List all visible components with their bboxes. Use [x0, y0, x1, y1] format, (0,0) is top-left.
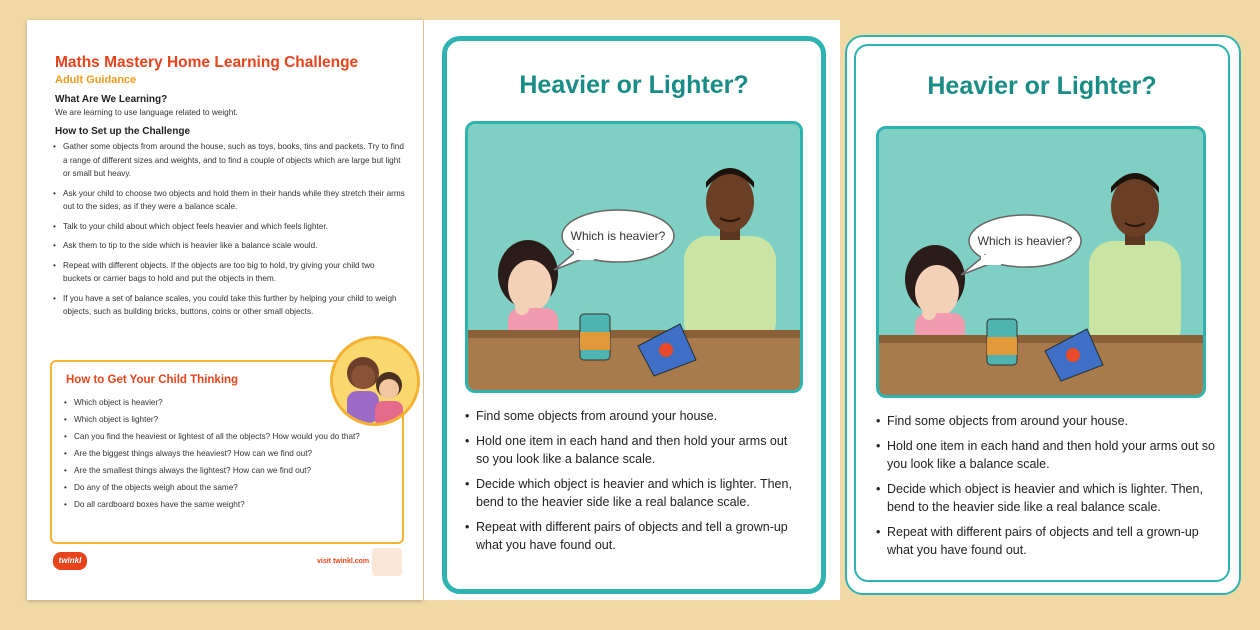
instruction-list [876, 412, 1216, 566]
setup-list [53, 140, 405, 325]
activity-card-1 [424, 20, 840, 600]
speech-text: Which is heavier? [977, 234, 1073, 248]
list-item: • Do any of the objects weigh about the same? [64, 481, 394, 494]
scene-illustration [876, 126, 1206, 398]
footer-url[interactable]: visit twinkl.com [317, 558, 370, 565]
list-item: • Hold one item in each hand and then hold your arms out so you look like a balance scale. [876, 437, 1216, 474]
speech-text: Which is heavier? [570, 229, 666, 243]
badge-icon [372, 548, 402, 576]
list-item: • Are the smallest things always the lightest? How can we find out? [64, 464, 394, 477]
guide-title: Maths Mastery Home Learning Challenge [55, 54, 359, 71]
list-item: • Hold one item in each hand and then hold your arms out so you look like a balance scale. [465, 432, 801, 469]
guide-subtitle: Adult Guidance [55, 74, 137, 86]
list-item: • Ask them to tip to the side which is heavier like a balance scale would. [53, 239, 405, 253]
list-item: • Can you find the heaviest or lightest of all the objects? How would you do that? [64, 430, 394, 443]
list-item: • Repeat with different pairs of objects and tell a grown-up what you have found out. [465, 518, 801, 555]
scene-illustration [465, 121, 803, 393]
list-item: • Find some objects from around your house. [465, 407, 801, 426]
list-item: • Find some objects from around your house. [876, 412, 1216, 431]
card-frame [442, 36, 826, 594]
activity-card-2 [845, 35, 1241, 595]
adult-guidance-page [27, 20, 423, 600]
list-item: • Decide which object is heavier and which is lighter. Then, bend to the heavier side like a real balance scale. [465, 475, 801, 512]
list-item: • Repeat with different objects. If the objects are too big to hold, try giving your child two buckets or carrier bags to hold and put the objects in them. [53, 259, 405, 286]
card-title: Heavier or Lighter? [927, 72, 1157, 100]
list-item: • Which object is heavier? [64, 396, 394, 409]
setup-heading: How to Set up the Challenge [55, 126, 191, 137]
thinking-heading: How to Get Your Child Thinking [66, 374, 239, 386]
list-item: • Ask your child to choose two objects and hold them in their hands while they stretch their arms out to the sides, as if they were a balance scale. [53, 187, 405, 214]
list-item: • Which object is lighter? [64, 413, 394, 426]
card-frame [854, 44, 1230, 582]
list-item: • Decide which object is heavier and which is lighter. Then, bend to the heavier side like a real balance scale. [876, 480, 1216, 517]
learning-heading: What Are We Learning? [55, 94, 168, 105]
list-item: • Do all cardboard boxes have the same weight? [64, 498, 394, 511]
list-item: • Are the biggest things always the heaviest? How can we find out? [64, 447, 394, 460]
list-item: • Gather some objects from around the house, such as toys, books, tins and packets. Try to find a range of different sizes and weights, and to find a couple of objects which are large but light or small but heavy. [53, 140, 405, 181]
list-item: • Repeat with different pairs of objects and tell a grown-up what you have found out. [876, 523, 1216, 560]
children-illustration [330, 336, 420, 426]
card-title: Heavier or Lighter? [519, 71, 749, 99]
list-item: • Talk to your child about which object feels heavier and which feels lighter. [53, 220, 405, 234]
learning-text: We are learning to use language related to weight. [55, 108, 238, 117]
list-item: • If you have a set of balance scales, you could take this further by helping your child to weigh objects, such as building bricks, buttons, coins or other small objects. [53, 292, 405, 319]
twinkl-logo[interactable]: twinkl [53, 552, 87, 570]
instruction-list [465, 407, 801, 561]
